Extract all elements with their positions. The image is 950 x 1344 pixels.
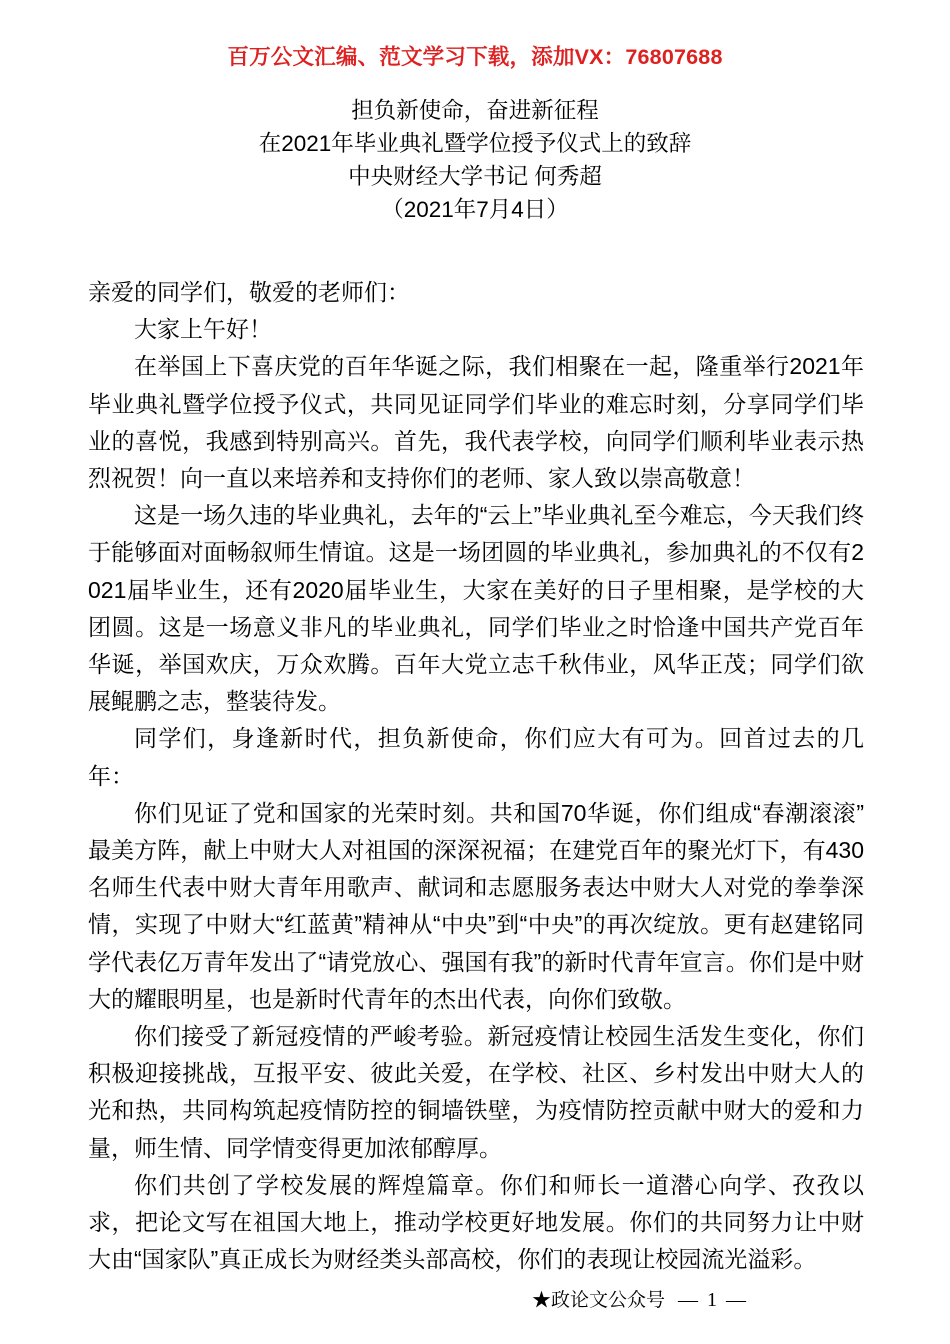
paragraph-salutation: 亲爱的同学们，敬爱的老师们： bbox=[88, 279, 410, 305]
paragraph-5: 你们接受了新冠疫情的严峻考验。新冠疫情让校园生活发生变化，你们积极迎接挑战，互报平安、彼此关爱，在学校、社区、乡村发出中财大人的光和热，共同构筑起疫情防控的铜墙铁壁，为疫情防控贡献中财大的爱和力量，师生情、同学情变得更加浓郁醇厚。 bbox=[88, 1023, 864, 1161]
footer-watermark-label: ★政论文公众号 bbox=[531, 1290, 665, 1311]
paragraph-2: 这是一场久违的毕业典礼，去年的“云上”毕业典礼至今难忘，今天我们终于能够面对面畅叙师生情谊。这是一场团圆的毕业典礼，参加典礼的不仅有2021届毕业生，还有2020届毕业生，大家在美好的日子里相聚，是学校的大团圆。这是一场意义非凡的毕业典礼，同学们毕业之时恰逢中国共产党百年华诞，举国欢庆，万众欢腾。百年大党立志千秋伟业，风华正茂；同学们欲展鲲鹏之志，整装待发。 bbox=[88, 502, 864, 715]
document-body bbox=[88, 274, 864, 1278]
document-title-block bbox=[0, 94, 950, 226]
paragraph-3: 同学们，身逢新时代，担负新使命，你们应大有可为。回首过去的几年： bbox=[88, 725, 864, 789]
paragraph-1: 在举国上下喜庆党的百年华诞之际，我们相聚在一起，隆重举行2021年毕业典礼暨学位授予仪式，共同见证同学们毕业的难忘时刻，分享同学们毕业的喜悦，我感到特别高兴。首先，我代表学校，向同学们顺利毕业表示热烈祝贺！向一直以来培养和支持你们的老师、家人致以崇高敬意！ bbox=[88, 353, 864, 492]
footer-inner bbox=[532, 1286, 748, 1315]
paragraph-greeting: 大家上午好！ bbox=[134, 316, 272, 343]
title-line-author: 中央财经大学书记 何秀超 bbox=[348, 164, 602, 189]
title-line-subtitle: 在2021年毕业典礼暨学位授予仪式上的致辞 bbox=[258, 131, 692, 156]
page-footer bbox=[0, 1286, 950, 1315]
paragraph-6: 你们共创了学校发展的辉煌篇章。你们和师长一道潜心向学、孜孜以求，把论文写在祖国大地上，推动学校更好地发展。你们的共同努力让中财大由“国家队”真正成长为财经类头部高校，你们的表现让校园流光溢彩。 bbox=[88, 1171, 864, 1273]
title-line-date: （2021年7月4日） bbox=[381, 197, 569, 222]
page-number: — 1 — bbox=[678, 1289, 748, 1311]
promo-watermark-banner: 百万公文汇编、范文学习下载，添加VX：76807688 bbox=[227, 45, 723, 69]
title-line-main: 担负新使命，奋进新征程 bbox=[351, 98, 599, 123]
paragraph-4: 你们见证了党和国家的光荣时刻。共和国70华诞，你们组成“春潮滚滚”最美方阵，献上中财大人对祖国的深深祝福；在建党百年的聚光灯下，有430名师生代表中财大青年用歌声、献词和志愿服务表达中财大人对党的拳拳深情，实现了中财大“红蓝黄”精神从“中央”到“中央”的再次绽放。更有赵建铭同学代表亿万青年发出了“请党放心、强国有我”的新时代青年宣言。你们是中财大的耀眼明星，也是新时代青年的杰出代表，向你们致敬。 bbox=[88, 799, 864, 1012]
